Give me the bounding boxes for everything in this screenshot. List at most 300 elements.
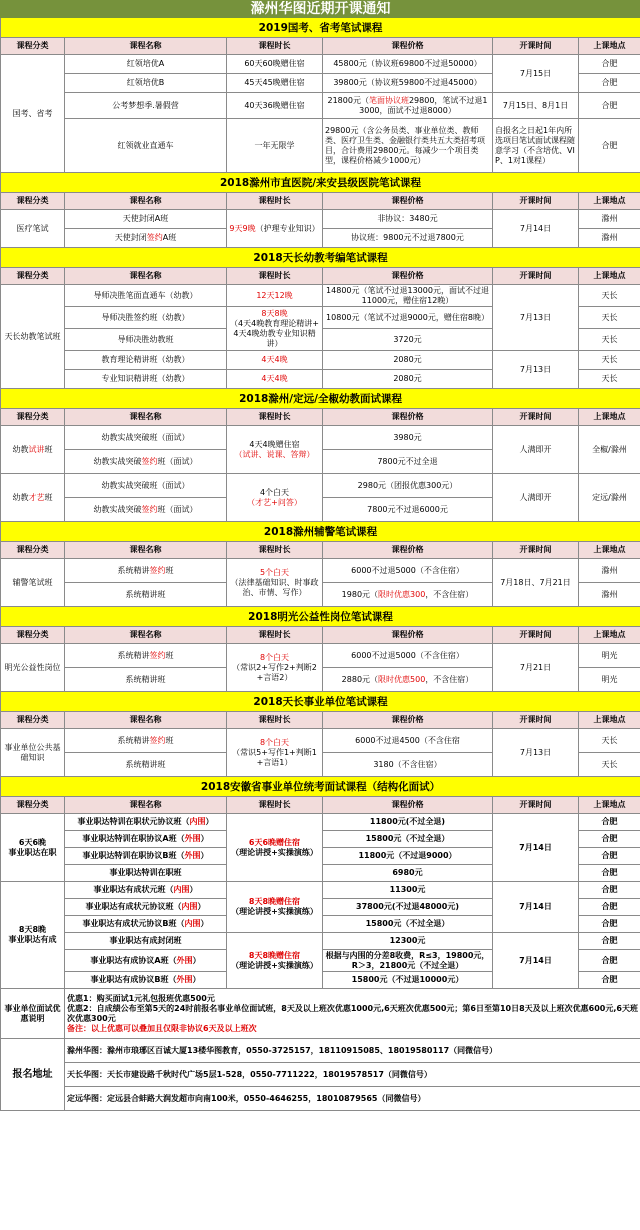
name-text: A班 (162, 233, 177, 242)
header-start: 开课时间 (493, 193, 579, 210)
course-place: 合肥 (579, 74, 640, 93)
header-price: 课程价格 (323, 627, 493, 644)
course-price: 15800元（不过全退） (323, 831, 493, 848)
course-place: 滁州 (579, 210, 640, 229)
course-name (65, 950, 227, 972)
course-price: 3980元 (323, 426, 493, 450)
address-row (1, 1039, 640, 1063)
course-name: 幼教实战突破班（面试） (65, 426, 227, 450)
course-price (323, 583, 493, 607)
header-category: 课程分类 (1, 38, 65, 55)
table-row (1, 814, 640, 831)
course-name (65, 972, 227, 989)
course-name (65, 229, 227, 248)
address-line-1: 滁州华图：滁州市琅琊区百诚大厦13楼华图教育，0550-3725157，18110915085、18019580117（同微信号） (65, 1039, 640, 1063)
course-price: 11800元（不过退9000） (323, 848, 493, 865)
duration-text: （理论讲授+实操演练） (231, 847, 318, 857)
course-name (65, 814, 227, 831)
course-duration: 60天60晚赠住宿 (227, 55, 323, 74)
category-cell: 国考、省考 (1, 55, 65, 173)
course-place: 合肥 (579, 899, 640, 916)
course-place: 天长 (579, 329, 640, 351)
promo-line-1: 优惠1：购买面试1元礼包报班优惠500元 (67, 993, 215, 1003)
start-time: 人满即开 (493, 474, 579, 522)
course-duration (227, 426, 323, 474)
name-highlight: 签约 (146, 233, 163, 242)
course-name: 导师决胜笔面直通车（幼教） (65, 285, 227, 307)
table-row (1, 474, 640, 498)
table-row (1, 559, 640, 583)
header-name: 课程名称 (65, 712, 227, 729)
table-row (1, 119, 640, 173)
header-name: 课程名称 (65, 268, 227, 285)
course-name (65, 831, 227, 848)
course-name: 系统精讲班 (65, 668, 227, 692)
course-place: 天长 (579, 729, 640, 753)
duration-text: （常识5+写作1+判断1+言语1） (232, 747, 317, 767)
course-place: 天长 (579, 285, 640, 307)
header-category: 课程分类 (1, 627, 65, 644)
table-row (1, 93, 640, 119)
start-time: 7月13日 (493, 285, 579, 351)
header-start: 开课时间 (493, 38, 579, 55)
header-duration: 课程时长 (227, 712, 323, 729)
name-text: ） (205, 817, 214, 826)
course-place: 合肥 (579, 848, 640, 865)
duration-highlight: （才艺+问答） (247, 497, 302, 507)
header-place: 上课地点 (579, 268, 640, 285)
header-place: 上课地点 (579, 409, 640, 426)
header-duration: 课程时长 (227, 193, 323, 210)
table-row (1, 933, 640, 950)
price-text: 29800，笔试不过退13000，面试不过退8000） (359, 95, 488, 115)
address-row (1, 1063, 640, 1087)
promo-label: 事业单位面试优惠说明 (1, 989, 65, 1039)
table-row (1, 285, 640, 307)
header-duration: 课程时长 (227, 38, 323, 55)
course-price: 29800元（含公务员类、事业单位类、教师类、医疗卫生类、金融银行类共五大类招考项目，合计费用29800元。每减少一个项目类型，课程价格减少1000元） (323, 119, 493, 173)
course-name: 导师决胜签约班（幼教） (65, 307, 227, 329)
course-price: 6000不过退5000（不含住宿） (323, 559, 493, 583)
name-text: 事业职达有成状元协议班（ (85, 902, 182, 911)
start-time: 自报名之日起1年内所选项目笔试面试课程随意学习（不含培优、VIP、1对1课程） (493, 119, 579, 173)
course-price: 12300元 (323, 933, 493, 950)
duration-text: 4个白天 (259, 487, 290, 497)
header-duration: 课程时长 (227, 542, 323, 559)
name-highlight: 外围 (184, 851, 201, 860)
header-place: 上课地点 (579, 627, 640, 644)
start-time: 7月14日 (493, 933, 579, 989)
table-row (1, 729, 640, 753)
category-cell: 天长幼教笔试班 (1, 285, 65, 389)
header-row (1, 193, 640, 210)
header-name: 课程名称 (65, 409, 227, 426)
course-name (65, 729, 227, 753)
table-row (1, 644, 640, 668)
category-text: 班 (44, 444, 53, 454)
section-title: 2018滁州辅警笔试课程 (1, 522, 640, 542)
category-text: 事业职达在职 (8, 847, 57, 857)
course-price: 15800元（不过退10000元） (323, 972, 493, 989)
name-highlight: 内围 (173, 885, 190, 894)
course-name (65, 899, 227, 916)
header-place: 上课地点 (579, 542, 640, 559)
course-price: 10800元（笔试不过退9000元，赠住宿8晚） (323, 307, 493, 329)
duration-text: （法律基础知识、时事政治、市情、写作） (230, 577, 319, 597)
course-price: 15800元（不过全退） (323, 916, 493, 933)
duration-text: （理论讲授+实操演练） (231, 960, 318, 970)
course-name (65, 848, 227, 865)
name-text: 幼教实战突破 (93, 504, 142, 514)
header-name: 课程名称 (65, 193, 227, 210)
header-category: 课程分类 (1, 409, 65, 426)
category-cell: 医疗笔试 (1, 210, 65, 248)
name-highlight: 内围 (184, 919, 201, 928)
header-price: 课程价格 (323, 712, 493, 729)
duration-text: （理论讲授+实操演练） (231, 907, 318, 916)
course-duration (227, 933, 323, 989)
course-name: 教育理论精讲班（幼教） (65, 351, 227, 370)
header-name: 课程名称 (65, 627, 227, 644)
header-place: 上课地点 (579, 38, 640, 55)
course-place: 合肥 (579, 916, 640, 933)
header-place: 上课地点 (579, 193, 640, 210)
start-time: 7月13日 (493, 729, 579, 777)
header-start: 开课时间 (493, 542, 579, 559)
course-name: 专业知识精讲班（幼教） (65, 370, 227, 389)
name-highlight: 外围 (176, 975, 193, 984)
header-place: 上课地点 (579, 797, 640, 814)
start-time: 7月14日 (493, 210, 579, 248)
course-duration: 40天36晚赠住宿 (227, 93, 323, 119)
table-row (1, 210, 640, 229)
section-title: 2018安徽省事业单位统考面试课程（结构化面试） (1, 777, 640, 797)
start-time: 7月18日、7月21日 (493, 559, 579, 607)
header-category: 课程分类 (1, 797, 65, 814)
address-line-2: 天长华图：天长市建设路千秋时代广场5层1-528，0550-7711222，18019578517（同微信号） (65, 1063, 640, 1087)
promo-text (65, 989, 640, 1039)
price-text: ，不含住宿） (425, 674, 474, 684)
header-category: 课程分类 (1, 542, 65, 559)
course-price (323, 668, 493, 692)
header-start: 开课时间 (493, 268, 579, 285)
category-highlight: 才艺 (28, 492, 45, 502)
header-price: 课程价格 (323, 797, 493, 814)
course-price: 39800元（协议班59800不过退45000） (323, 74, 493, 93)
name-text: ） (200, 834, 209, 843)
header-category: 课程分类 (1, 268, 65, 285)
section-title: 2018天长事业单位笔试课程 (1, 692, 640, 712)
course-name: 红领培优B (65, 74, 227, 93)
name-text: 系统精讲 (117, 565, 150, 575)
course-price: 2980元（团报优惠300元） (323, 474, 493, 498)
course-place: 合肥 (579, 55, 640, 74)
section-title: 2019国考、省考笔试课程 (1, 18, 640, 38)
course-price: 11800元(不过全退) (323, 814, 493, 831)
name-text: 事业职达特训在职协议B班（ (82, 851, 185, 860)
course-price: 2080元 (323, 351, 493, 370)
course-price: 协议班：9800元不过退7800元 (323, 229, 493, 248)
course-place: 合肥 (579, 950, 640, 972)
name-text: ） (189, 885, 198, 894)
name-text: ） (200, 919, 209, 928)
course-name (65, 882, 227, 899)
table-row (1, 882, 640, 899)
page-title: 滁州华图近期开课通知 (1, 1, 640, 18)
course-duration (227, 559, 323, 607)
course-price: 3720元 (323, 329, 493, 351)
start-time: 人满即开 (493, 426, 579, 474)
course-place: 合肥 (579, 119, 640, 173)
category-text: 事业职达有成 (8, 935, 57, 944)
course-name: 事业职达特训在职班 (65, 865, 227, 882)
price-text: 21800元（ (327, 95, 369, 105)
price-highlight: 限时优惠500 (378, 674, 426, 684)
name-highlight: 签约 (149, 650, 166, 660)
course-duration (227, 307, 323, 351)
duration-highlight: （试讲、说课、答辩） (234, 449, 315, 459)
header-price: 课程价格 (323, 38, 493, 55)
address-row (1, 1087, 640, 1111)
duration-text: （常识2+写作2+判断2+言语2） (232, 662, 317, 682)
header-start: 开课时间 (493, 627, 579, 644)
header-duration: 课程时长 (227, 627, 323, 644)
course-name (65, 916, 227, 933)
course-place: 全椒/滁州 (579, 426, 640, 474)
name-text: 事业职达有成状元班（ (93, 885, 174, 894)
name-highlight: 内围 (189, 817, 206, 826)
promo-note: 备注：以上优惠可以叠加且仅限非协议6天及以上班次 (67, 1023, 257, 1033)
duration-highlight: 8个白天 (259, 652, 290, 662)
course-place: 合肥 (579, 814, 640, 831)
category-highlight: 试讲 (28, 444, 45, 454)
course-place: 合肥 (579, 831, 640, 848)
category-cell: 辅警笔试班 (1, 559, 65, 607)
course-duration: 12天12晚 (227, 285, 323, 307)
course-name: 红领就业直通车 (65, 119, 227, 173)
course-price: 45800元（协议班69800不过退50000） (323, 55, 493, 74)
promo-row (1, 989, 640, 1039)
table-row (1, 351, 640, 370)
start-time: 7月15日、8月1日 (493, 93, 579, 119)
course-price: 非协议：3480元 (323, 210, 493, 229)
course-place: 合肥 (579, 865, 640, 882)
course-place: 定远/滁州 (579, 474, 640, 522)
course-name: 幼教实战突破班（面试） (65, 474, 227, 498)
section-title: 2018天长幼教考编笔试课程 (1, 248, 640, 268)
course-place: 滁州 (579, 229, 640, 248)
course-place: 合肥 (579, 933, 640, 950)
price-highlight: 笔面协议班 (368, 95, 409, 105)
course-duration: 45天45晚赠住宿 (227, 74, 323, 93)
course-name: 导师决胜幼教班 (65, 329, 227, 351)
course-duration (227, 882, 323, 933)
price-text: ，不含住宿） (425, 589, 474, 599)
course-place: 天长 (579, 753, 640, 777)
course-place: 滁州 (579, 583, 640, 607)
header-name: 课程名称 (65, 797, 227, 814)
name-highlight: 签约 (141, 504, 158, 514)
duration-highlight: 9天9晚 (229, 223, 256, 233)
header-price: 课程价格 (323, 409, 493, 426)
table-row (1, 55, 640, 74)
name-highlight: 签约 (149, 565, 166, 575)
section-title: 2018滁州市直医院/来安县级医院笔试课程 (1, 173, 640, 193)
price-text: 1980元（ (341, 589, 379, 599)
duration-highlight: 8天8晚赠住宿 (248, 897, 301, 906)
header-category: 课程分类 (1, 712, 65, 729)
course-name (65, 644, 227, 668)
header-row (1, 627, 640, 644)
header-start: 开课时间 (493, 409, 579, 426)
course-name: 系统精讲班 (65, 753, 227, 777)
header-place: 上课地点 (579, 712, 640, 729)
course-duration (227, 814, 323, 882)
course-price: 2080元 (323, 370, 493, 389)
header-duration: 课程时长 (227, 409, 323, 426)
start-time: 7月14日 (493, 882, 579, 933)
section-title: 2018明光公益性岗位笔试课程 (1, 607, 640, 627)
start-time: 7月15日 (493, 55, 579, 93)
promo-line-2: 优惠2：自成绩公布至第5天的24时前报名事业单位面试班，8天及以上班次优惠1000元,6天班次优惠500元；第6日至第10日8天及以上班次优惠600元,6天班次优惠300元 (67, 1003, 638, 1023)
price-text: 2880元（ (341, 674, 379, 684)
start-time: 7月14日 (493, 814, 579, 882)
header-price: 课程价格 (323, 268, 493, 285)
start-time: 7月13日 (493, 351, 579, 389)
course-place: 明光 (579, 668, 640, 692)
course-name (65, 498, 227, 522)
header-row (1, 712, 640, 729)
course-duration (227, 474, 323, 522)
duration-highlight: 8天8晚 (261, 308, 288, 318)
header-start: 开课时间 (493, 712, 579, 729)
address-line-3: 定远华图：定远县合蚌路大润发超市向南100米，0550-4646255，18010879565（同微信号） (65, 1087, 640, 1111)
category-text: 幼教 (12, 492, 29, 502)
course-place: 合肥 (579, 93, 640, 119)
course-price: 37800元(不过退48000元) (323, 899, 493, 916)
name-text: 事业职达有成状元协议B班（ (82, 919, 185, 928)
price-highlight: 限时优惠300 (378, 589, 426, 599)
course-price (323, 93, 493, 119)
course-name (65, 450, 227, 474)
name-highlight: 内围 (181, 902, 198, 911)
header-duration: 课程时长 (227, 797, 323, 814)
course-place: 天长 (579, 370, 640, 389)
name-text: 班（面试） (157, 504, 198, 514)
name-text: 班 (165, 565, 174, 575)
course-price: 7800元不过退6000元 (323, 498, 493, 522)
name-text: 班（面试） (157, 456, 198, 466)
course-price: 14800元（笔试不过退13000元，面试不过退11000元，赠住宿12晚） (323, 285, 493, 307)
name-text: 班 (165, 735, 174, 745)
category-text: 6天6晚 (18, 837, 47, 847)
name-text: 事业职达特训在职协议A班（ (82, 834, 185, 843)
header-name: 课程名称 (65, 542, 227, 559)
duration-highlight: 8个白天 (259, 737, 290, 747)
name-highlight: 签约 (149, 735, 166, 745)
name-text: 系统精讲 (117, 735, 150, 745)
category-cell (1, 474, 65, 522)
section-title: 2018滁州/定远/全椒幼教面试课程 (1, 389, 640, 409)
category-cell (1, 882, 65, 989)
course-place: 合肥 (579, 972, 640, 989)
category-cell: 事业单位公共基础知识 (1, 729, 65, 777)
course-price: 3180（不含住宿） (323, 753, 493, 777)
course-duration (227, 729, 323, 777)
course-price: 6000不过退4500（不含住宿 (323, 729, 493, 753)
course-price: 11300元 (323, 882, 493, 899)
header-row (1, 409, 640, 426)
name-text: 幼教实战突破 (93, 456, 142, 466)
course-price: 6000不过退5000（不含住宿） (323, 644, 493, 668)
course-price: 6980元 (323, 865, 493, 882)
header-row (1, 268, 640, 285)
course-place: 明光 (579, 644, 640, 668)
course-place: 天长 (579, 307, 640, 329)
header-price: 课程价格 (323, 193, 493, 210)
name-text: ） (192, 955, 201, 965)
course-name (65, 559, 227, 583)
header-row (1, 38, 640, 55)
category-text: 班 (44, 492, 53, 502)
category-cell (1, 814, 65, 882)
name-text: 天使封闭 (114, 233, 147, 242)
course-name: 事业职达有成封闭班 (65, 933, 227, 950)
duration-highlight: 5个白天 (259, 567, 290, 577)
name-text: 事业职达有成协议A班（ (90, 955, 177, 965)
name-highlight: 外围 (176, 955, 193, 965)
name-text: ） (200, 851, 209, 860)
category-cell (1, 426, 65, 474)
course-name: 系统精讲班 (65, 583, 227, 607)
category-text: 幼教 (12, 444, 29, 454)
name-text: 系统精讲 (117, 650, 150, 660)
header-duration: 课程时长 (227, 268, 323, 285)
name-text: 事业职达特训在职状元协议班（ (77, 817, 190, 826)
course-place: 滁州 (579, 559, 640, 583)
duration-text: （护理专业知识） (255, 223, 320, 233)
header-category: 课程分类 (1, 193, 65, 210)
header-start: 开课时间 (493, 797, 579, 814)
course-place: 合肥 (579, 882, 640, 899)
duration-text: （4天4晚教育理论精讲+4天4晚幼教专业知识精讲） (230, 318, 319, 348)
course-duration: 4天4晚 (227, 370, 323, 389)
header-name: 课程名称 (65, 38, 227, 55)
category-cell: 明光公益性岗位 (1, 644, 65, 692)
name-text: ） (192, 975, 201, 984)
course-price: 7800元不过全退 (323, 450, 493, 474)
start-time: 7月21日 (493, 644, 579, 692)
course-duration (227, 644, 323, 692)
course-price: 根据与内围的分差8收费，R≤3，19800元，R＞3，21800元（不过全退） (323, 950, 493, 972)
course-name: 天使封闭A班 (65, 210, 227, 229)
course-name: 公考梦想季.暑假营 (65, 93, 227, 119)
header-row (1, 797, 640, 814)
name-text: 班 (165, 650, 174, 660)
duration-highlight: 6天6晚赠住宿 (248, 837, 301, 847)
course-place: 天长 (579, 351, 640, 370)
header-row (1, 542, 640, 559)
name-text: 事业职达有成协议B班（ (90, 975, 177, 984)
duration-highlight: 8天8晚赠住宿 (248, 950, 301, 960)
name-highlight: 外围 (184, 834, 201, 843)
header-price: 课程价格 (323, 542, 493, 559)
course-name: 红领培优A (65, 55, 227, 74)
name-text: ） (197, 902, 206, 911)
course-duration: 4天4晚 (227, 351, 323, 370)
table-row (1, 426, 640, 450)
address-label: 报名地址 (1, 1039, 65, 1111)
